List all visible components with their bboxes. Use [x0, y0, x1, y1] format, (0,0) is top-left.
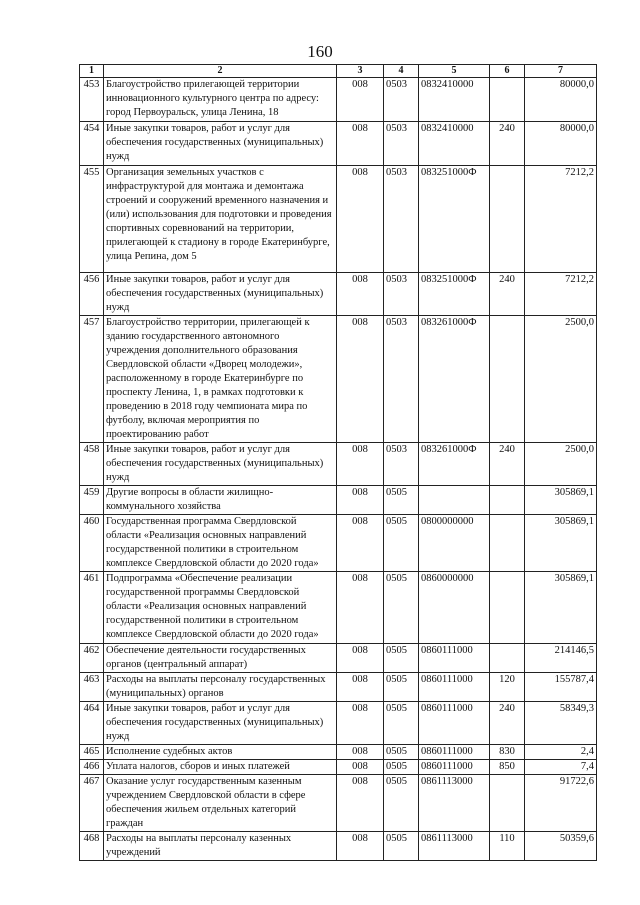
header-col-5: 5	[419, 65, 490, 78]
row-target-article-cell: 083261000Ф	[419, 316, 490, 443]
row-target-article-cell	[419, 486, 490, 515]
row-expense-type-cell: 240	[490, 702, 525, 745]
row-name-cell: Подпрограмма «Обеспечение реализации государственной программы Свердловской области «Реализация основных направлений государственной политики в строительном комплексе Свердловской области до 2020 года»	[104, 572, 337, 644]
row-amount-cell: 155787,4	[525, 673, 597, 702]
row-section-cell: 0503	[384, 166, 419, 273]
row-section-cell: 0505	[384, 515, 419, 572]
row-expense-type-cell: 240	[490, 443, 525, 486]
page-number: 160	[307, 42, 333, 61]
table-row	[80, 166, 597, 273]
row-amount-cell: 91722,6	[525, 775, 597, 832]
row-target-article-cell: 0861113000	[419, 775, 490, 832]
row-target-article-cell: 0860111000	[419, 644, 490, 673]
row-amount-cell: 80000,0	[525, 122, 597, 166]
table-row	[80, 572, 597, 644]
header-col-6: 6	[490, 65, 525, 78]
row-name-cell: Оказание услуг государственным казенным учреждением Свердловской области в сфере обеспечения жильем отдельных категорий граждан	[104, 775, 337, 832]
row-section-cell: 0505	[384, 760, 419, 775]
row-number-cell: 457	[80, 316, 104, 443]
row-amount-cell: 2500,0	[525, 316, 597, 443]
row-ved-cell: 008	[337, 122, 384, 166]
row-amount-cell: 305869,1	[525, 572, 597, 644]
table-row	[80, 273, 597, 316]
table-row	[80, 122, 597, 166]
header-col-3: 3	[337, 65, 384, 78]
row-section-cell: 0505	[384, 702, 419, 745]
row-name-cell: Благоустройство территории, прилегающей к зданию государственного автономного учреждения дополнительного образования Свердловской области «Дворец молодежи», расположенному в городе Екатеринбурге по проспекту Ленина, 1, в рамках подготовки к проведению в 2018 году чемпионата мира по футболу, включая мероприятия по проектированию работ	[104, 316, 337, 443]
table-row	[80, 316, 597, 443]
row-number-cell: 453	[80, 78, 104, 122]
row-ved-cell: 008	[337, 486, 384, 515]
row-amount-cell: 58349,3	[525, 702, 597, 745]
row-number-cell: 454	[80, 122, 104, 166]
row-name-cell: Расходы на выплаты персоналу государственных (муниципальных) органов	[104, 673, 337, 702]
row-ved-cell: 008	[337, 702, 384, 745]
row-ved-cell: 008	[337, 166, 384, 273]
row-number-cell: 465	[80, 745, 104, 760]
row-name-cell: Иные закупки товаров, работ и услуг для обеспечения государственных (муниципальных) нужд	[104, 122, 337, 166]
table-row	[80, 443, 597, 486]
row-amount-cell: 50359,6	[525, 832, 597, 861]
header-col-1: 1	[80, 65, 104, 78]
row-name-cell: Иные закупки товаров, работ и услуг для обеспечения государственных (муниципальных) нужд	[104, 273, 337, 316]
row-amount-cell: 305869,1	[525, 486, 597, 515]
row-name-cell: Благоустройство прилегающей территории инновационного культурного центра по адресу: город Первоуральск, улица Ленина, 18	[104, 78, 337, 122]
row-ved-cell: 008	[337, 673, 384, 702]
row-ved-cell: 008	[337, 745, 384, 760]
row-section-cell: 0505	[384, 572, 419, 644]
row-section-cell: 0503	[384, 273, 419, 316]
row-target-article-cell: 0860000000	[419, 572, 490, 644]
row-target-article-cell: 0860111000	[419, 702, 490, 745]
row-amount-cell: 7,4	[525, 760, 597, 775]
row-amount-cell: 305869,1	[525, 515, 597, 572]
row-ved-cell: 008	[337, 443, 384, 486]
row-expense-type-cell: 830	[490, 745, 525, 760]
table-row	[80, 832, 597, 861]
row-number-cell: 467	[80, 775, 104, 832]
row-number-cell: 462	[80, 644, 104, 673]
row-name-cell: Расходы на выплаты персоналу казенных учреждений	[104, 832, 337, 861]
row-expense-type-cell: 240	[490, 273, 525, 316]
row-name-cell: Организация земельных участков с инфраструктурой для монтажа и демонтажа строений и сооружений временного назначения и (или) использования для подготовки и проведения спортивных соревнований на территории, прилегающей к стадиону в городе Екатеринбурге, улица Репина, дом 5	[104, 166, 337, 273]
row-expense-type-cell	[490, 644, 525, 673]
row-name-cell: Обеспечение деятельности государственных органов (центральный аппарат)	[104, 644, 337, 673]
row-ved-cell: 008	[337, 775, 384, 832]
row-section-cell: 0505	[384, 832, 419, 861]
row-expense-type-cell: 120	[490, 673, 525, 702]
row-expense-type-cell	[490, 78, 525, 122]
row-name-cell: Уплата налогов, сборов и иных платежей	[104, 760, 337, 775]
table-row	[80, 702, 597, 745]
row-expense-type-cell	[490, 775, 525, 832]
row-target-article-cell: 0861113000	[419, 832, 490, 861]
row-number-cell: 461	[80, 572, 104, 644]
row-ved-cell: 008	[337, 832, 384, 861]
table-row	[80, 673, 597, 702]
row-amount-cell: 7212,2	[525, 166, 597, 273]
row-number-cell: 455	[80, 166, 104, 273]
row-name-cell: Иные закупки товаров, работ и услуг для обеспечения государственных (муниципальных) нужд	[104, 702, 337, 745]
row-expense-type-cell	[490, 316, 525, 443]
budget-table	[79, 64, 597, 861]
row-number-cell: 466	[80, 760, 104, 775]
table-row	[80, 760, 597, 775]
row-number-cell: 460	[80, 515, 104, 572]
row-ved-cell: 008	[337, 273, 384, 316]
row-name-cell: Иные закупки товаров, работ и услуг для обеспечения государственных (муниципальных) нужд	[104, 443, 337, 486]
row-target-article-cell: 0800000000	[419, 515, 490, 572]
row-section-cell: 0505	[384, 486, 419, 515]
row-number-cell: 468	[80, 832, 104, 861]
header-row	[80, 65, 597, 78]
row-number-cell: 458	[80, 443, 104, 486]
row-number-cell: 463	[80, 673, 104, 702]
row-expense-type-cell: 240	[490, 122, 525, 166]
row-amount-cell: 80000,0	[525, 78, 597, 122]
row-amount-cell: 7212,2	[525, 273, 597, 316]
row-name-cell: Государственная программа Свердловской области «Реализация основных направлений государственной политики в строительном комплексе Свердловской области до 2020 года»	[104, 515, 337, 572]
header-col-2: 2	[104, 65, 337, 78]
row-ved-cell: 008	[337, 78, 384, 122]
row-expense-type-cell	[490, 486, 525, 515]
row-target-article-cell: 0832410000	[419, 122, 490, 166]
row-target-article-cell: 0860111000	[419, 673, 490, 702]
table-row	[80, 78, 597, 122]
row-section-cell: 0503	[384, 443, 419, 486]
table-row	[80, 644, 597, 673]
row-expense-type-cell	[490, 166, 525, 273]
row-ved-cell: 008	[337, 572, 384, 644]
table-row	[80, 745, 597, 760]
row-target-article-cell: 0860111000	[419, 745, 490, 760]
row-section-cell: 0503	[384, 316, 419, 443]
row-number-cell: 456	[80, 273, 104, 316]
table-row	[80, 486, 597, 515]
table-row	[80, 775, 597, 832]
row-expense-type-cell: 110	[490, 832, 525, 861]
row-section-cell: 0505	[384, 775, 419, 832]
row-target-article-cell: 083251000Ф	[419, 166, 490, 273]
table-row	[80, 515, 597, 572]
row-target-article-cell: 083251000Ф	[419, 273, 490, 316]
header-col-7: 7	[525, 65, 597, 78]
row-ved-cell: 008	[337, 515, 384, 572]
row-number-cell: 464	[80, 702, 104, 745]
row-section-cell: 0505	[384, 644, 419, 673]
row-expense-type-cell: 850	[490, 760, 525, 775]
row-section-cell: 0505	[384, 745, 419, 760]
row-name-cell: Исполнение судебных актов	[104, 745, 337, 760]
row-ved-cell: 008	[337, 644, 384, 673]
row-amount-cell: 214146,5	[525, 644, 597, 673]
row-expense-type-cell	[490, 515, 525, 572]
row-ved-cell: 008	[337, 316, 384, 443]
row-expense-type-cell	[490, 572, 525, 644]
row-number-cell: 459	[80, 486, 104, 515]
row-name-cell: Другие вопросы в области жилищно-коммунального хозяйства	[104, 486, 337, 515]
row-amount-cell: 2,4	[525, 745, 597, 760]
row-target-article-cell: 083261000Ф	[419, 443, 490, 486]
row-ved-cell: 008	[337, 760, 384, 775]
row-target-article-cell: 0832410000	[419, 78, 490, 122]
row-section-cell: 0503	[384, 122, 419, 166]
table-body	[80, 78, 597, 861]
row-section-cell: 0503	[384, 78, 419, 122]
row-target-article-cell: 0860111000	[419, 760, 490, 775]
row-section-cell: 0505	[384, 673, 419, 702]
row-amount-cell: 2500,0	[525, 443, 597, 486]
header-col-4: 4	[384, 65, 419, 78]
